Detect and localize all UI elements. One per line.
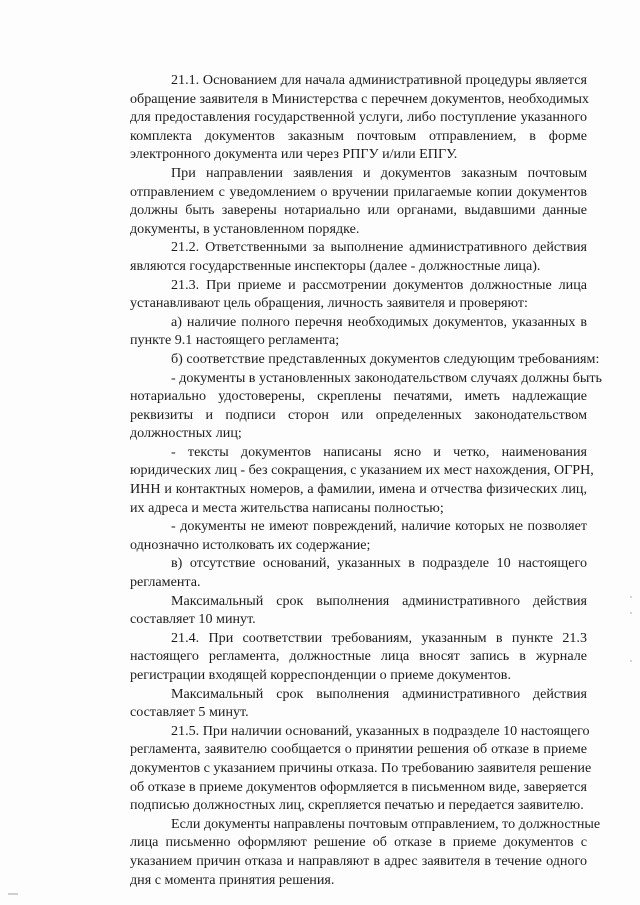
document-body	[89, 71, 602, 889]
text-line: 21.5. При наличии оснований, указанных в подразделе 10 настоящего	[171, 722, 590, 739]
paragraph-p-max1	[89, 592, 587, 629]
text-line: отправлением с уведомлением о вручении прилагаемые копии документов	[130, 183, 587, 200]
text-line: Если документы направлены почтовым отправлением, то должностные	[171, 815, 601, 832]
paragraph-p-21-1	[89, 71, 587, 164]
paragraph-p-v	[89, 554, 587, 591]
text-line: однозначно истолковать их содержание;	[130, 536, 371, 553]
text-line: 21.1. Основанием для начала административной процедуры является	[171, 72, 587, 88]
text-line: составляет 10 минут.	[130, 611, 256, 628]
scan-dot	[630, 596, 632, 598]
text-line: регламента.	[130, 574, 201, 591]
text-line: комплекта документов заказным почтовым отправлением, в форме	[130, 127, 587, 144]
paragraph-p-21-3	[89, 276, 587, 313]
text-line: а) наличие полного перечня необходимых документов, указанных в	[171, 313, 587, 330]
text-line: документы, в установленном порядке.	[130, 220, 360, 237]
text-line: их адреса и места жительства написаны полностью;	[130, 499, 444, 516]
text-line: подписью должностных лиц, скрепляется печатью и передается заявителю.	[130, 797, 584, 814]
paragraph-p-b2	[89, 443, 594, 517]
text-line: в) отсутствие оснований, указанных в подразделе 10 настоящего	[171, 555, 587, 572]
text-line: регламента, заявителю сообщается о принятии решения об отказе в приеме	[130, 741, 587, 758]
text-line: обращение заявителя в Министерства с перечнем документов, необходимых	[130, 90, 589, 107]
text-line: Максимальный срок выполнения административного действия	[171, 685, 587, 702]
text-line: - тексты документов написаны ясно и четко, наименования	[171, 443, 587, 460]
paragraph-p-post	[89, 815, 601, 889]
paragraph-p-b	[89, 350, 600, 369]
text-line: ИНН и контактных номеров, а фамилии, имена и отчества физических лиц,	[130, 481, 587, 498]
text-line: документов с указанием причины отказа. По требованию заявителя решение	[130, 759, 592, 776]
paragraph-p-mail	[89, 164, 587, 238]
text-line: При направлении заявления и документов заказным почтовым	[171, 164, 587, 181]
text-line: должностных лиц;	[130, 425, 242, 442]
paragraph-p-b3	[89, 517, 587, 554]
text-line: об отказе в приеме документов оформляется в письменном виде, заверяется	[130, 778, 587, 795]
text-line: указанием причин отказа и направляют в адрес заявителя в течение одного	[130, 852, 587, 869]
text-line: 21.2. Ответственными за выполнение административного действия	[171, 239, 587, 256]
text-line: настоящего регламента, должностные лица вносят запись в журнале	[130, 648, 587, 665]
text-line: - документы не имеют повреждений, наличие которых не позволяет	[171, 518, 587, 535]
paragraph-p-a	[89, 313, 587, 350]
text-line: устанавливают цель обращения, личность заявителя и проверяют:	[130, 295, 528, 312]
text-line: реквизиты и подписи сторон или определенных законодательством	[130, 406, 587, 423]
text-line: лица письменно оформляют решение об отказе в приеме документов с	[130, 834, 587, 851]
text-line: 21.3. При приеме и рассмотрении документов должностные лица	[171, 276, 587, 293]
scan-dot	[630, 660, 632, 662]
text-line: Максимальный срок выполнения административного действия	[171, 592, 587, 609]
paragraph-p-21-5	[89, 722, 592, 815]
text-line: дня с момента принятия решения.	[130, 871, 335, 888]
text-line: б) соответствие представленных документов следующим требованиям:	[171, 350, 600, 367]
text-line: юридических лиц - без сокращения, с указанием их мест нахождения, ОГРН,	[130, 462, 594, 479]
scan-artifact	[8, 893, 18, 895]
text-line: являются государственные инспекторы (далее - должностные лица).	[130, 257, 541, 274]
text-line: - документы в установленных законодательством случаях должны быть	[171, 369, 602, 386]
paragraph-p-21-2	[89, 238, 587, 275]
text-line: 21.4. При соответствии требованиям, указанным в пункте 21.3	[171, 629, 587, 646]
text-line: пункте 9.1 настоящего регламента;	[130, 332, 340, 349]
paragraph-p-max2	[89, 685, 587, 722]
text-line: составляет 5 минут.	[130, 704, 249, 721]
paragraph-p-21-4	[89, 629, 587, 685]
paragraph-p-b1	[89, 369, 602, 443]
text-line: электронного документа или через РПГУ и/или ЕПГУ.	[130, 146, 458, 163]
text-line: нотариально удостоверены, скреплены печатями, иметь надлежащие	[130, 388, 587, 405]
text-line: регистрации входящей корреспонденции о приеме документов.	[130, 667, 511, 683]
text-line: должны быть заверены нотариально или органами, выдавшими данные	[130, 202, 587, 219]
text-line: для предоставления государственной услуги, либо поступление указанного	[130, 109, 587, 126]
scan-dot	[630, 612, 632, 614]
